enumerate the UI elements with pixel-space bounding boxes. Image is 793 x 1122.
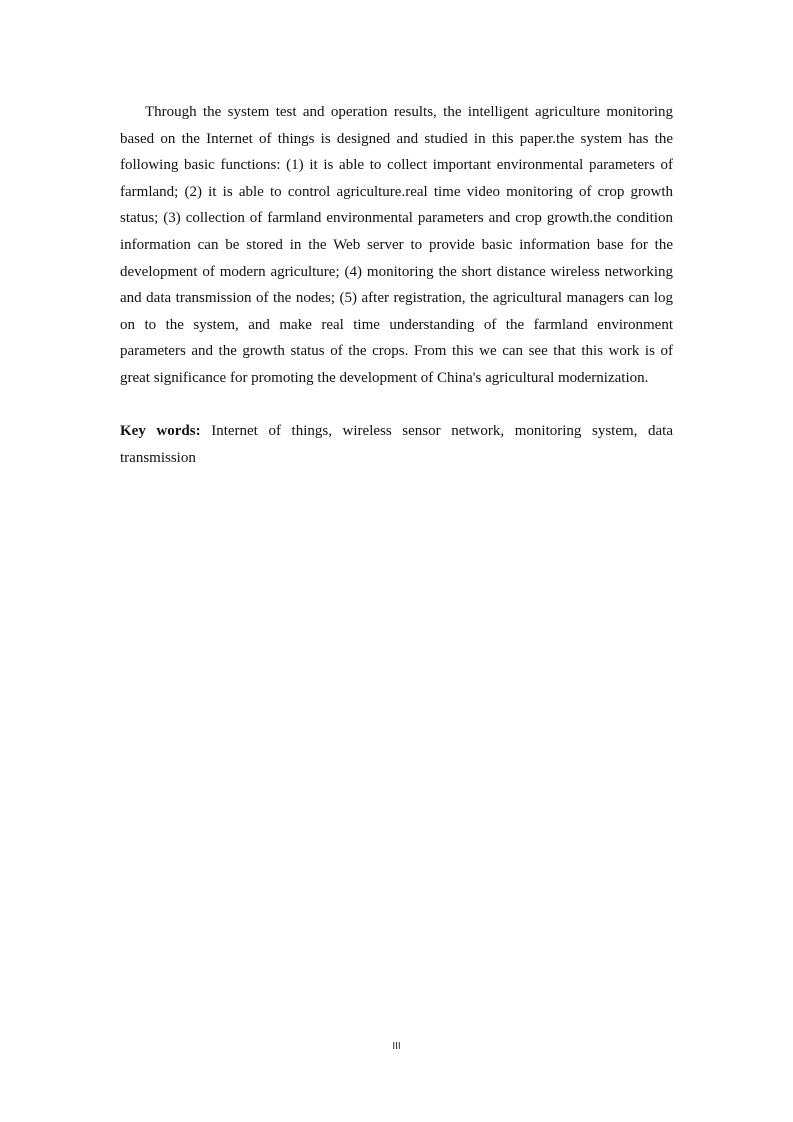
keywords-paragraph [120,418,673,472]
keywords-label: Key words: [120,422,201,439]
keywords-text: Internet of things, wireless sensor network, monitoring system, data transmission [120,422,673,466]
page-number: III [392,1041,401,1052]
abstract-paragraph: Through the system test and operation results, the intelligent agriculture monitoring based on the Internet of things is designed and studied in this paper.the system has the following basic functions: (1) it is able to collect important environmental parameters of farmland; (2) it is able to control agriculture.real time video monitoring of crop growth status; (3) collection of farmland environmental parameters and crop growth.the condition information can be stored in the Web server to provide basic information base for the development of modern agriculture; (4) monitoring the short distance wireless networking and data transmission of the nodes; (5) after registration, the agricultural managers can log on to the system, and make real time understanding of the farmland environment parameters and the growth status of the crops. From this we can see that this work is of great significance for promoting the development of China's agricultural modernization. [120,104,673,386]
page-content [120,99,673,472]
